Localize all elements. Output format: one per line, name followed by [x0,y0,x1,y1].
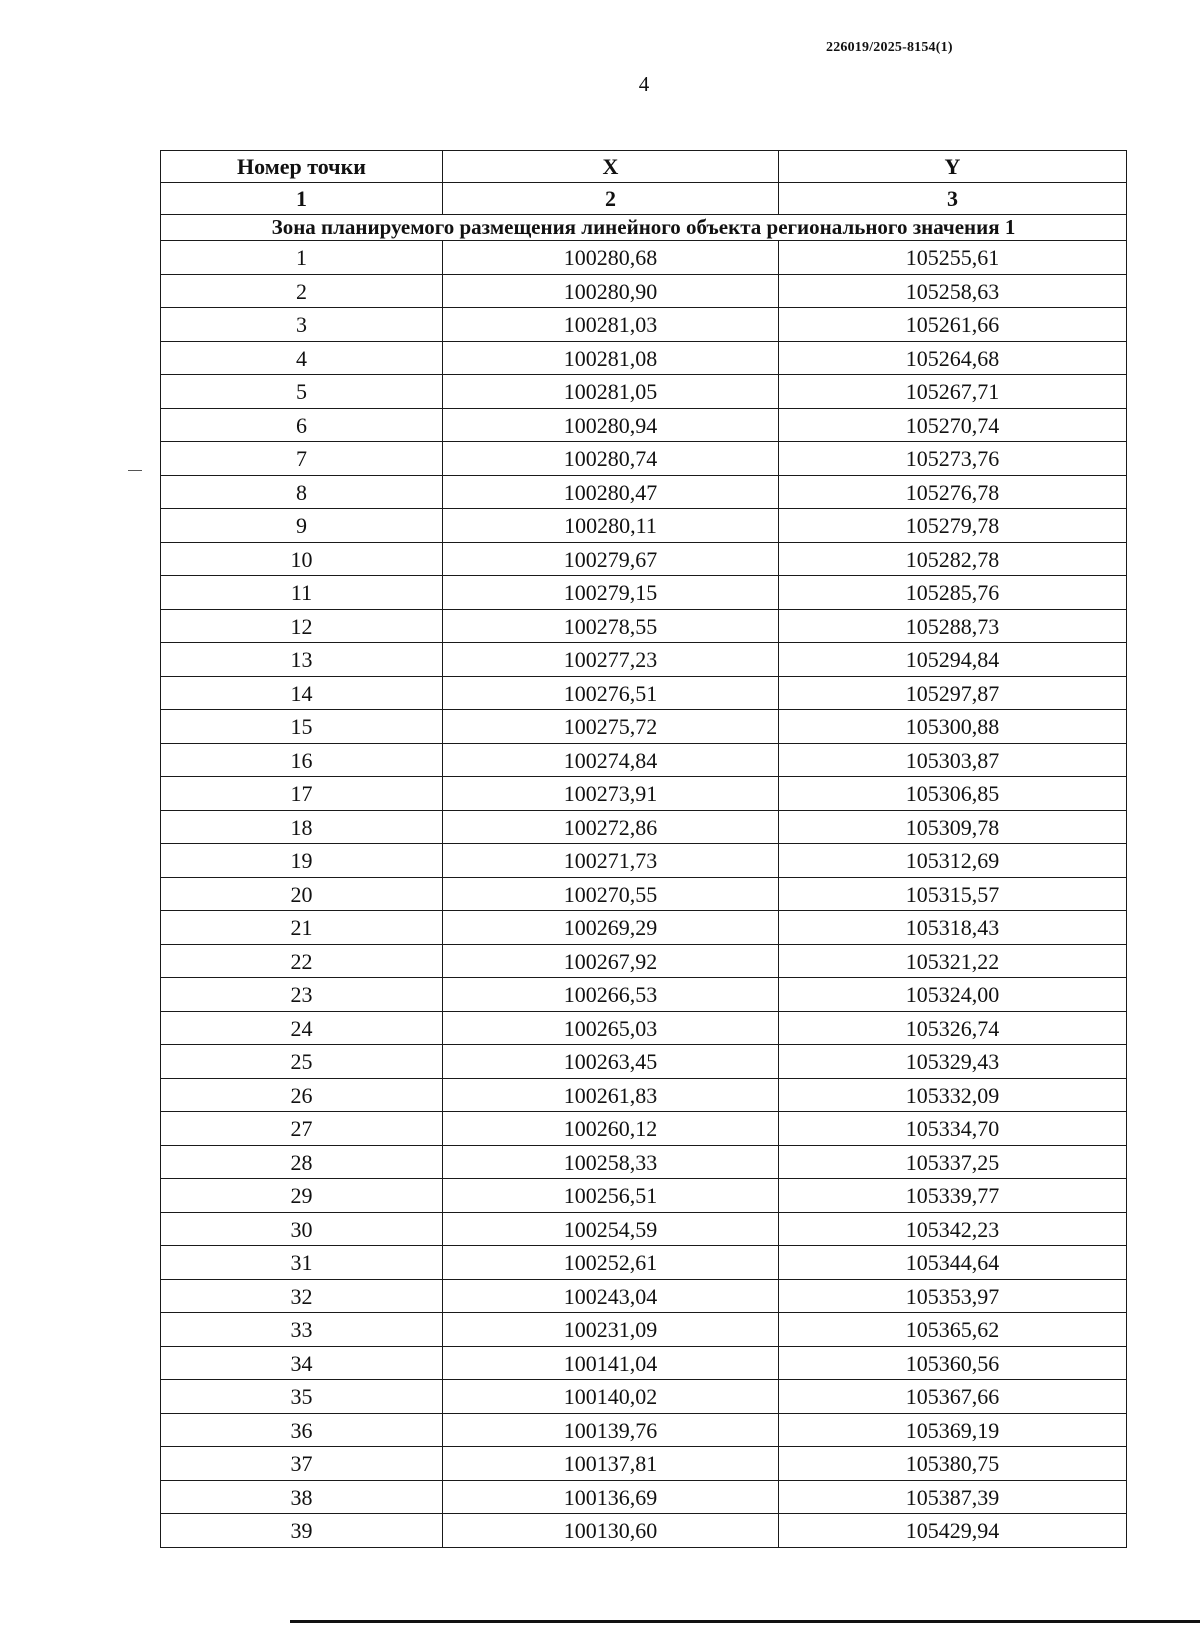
point-number-cell: 36 [161,1413,443,1447]
point-number-cell: 17 [161,777,443,811]
y-coordinate-cell: 105258,63 [779,274,1127,308]
table-row [161,710,1127,744]
point-number-cell: 21 [161,911,443,945]
point-number-cell: 4 [161,341,443,375]
x-coordinate-cell: 100280,68 [443,241,779,275]
table-row [161,609,1127,643]
x-coordinate-cell: 100136,69 [443,1480,779,1514]
table-row [161,877,1127,911]
point-number-cell: 18 [161,810,443,844]
point-number-cell: 29 [161,1179,443,1213]
x-coordinate-cell: 100252,61 [443,1246,779,1280]
point-number-cell: 37 [161,1447,443,1481]
header-y: Y [779,151,1127,183]
y-coordinate-cell: 105365,62 [779,1313,1127,1347]
table-row [161,241,1127,275]
y-coordinate-cell: 105324,00 [779,978,1127,1012]
zone-title-row [161,215,1127,241]
y-coordinate-cell: 105294,84 [779,643,1127,677]
x-coordinate-cell: 100254,59 [443,1212,779,1246]
scan-margin-mark [128,470,142,471]
table-row [161,810,1127,844]
point-number-cell: 24 [161,1011,443,1045]
table-row [161,341,1127,375]
table-row [161,844,1127,878]
point-number-cell: 20 [161,877,443,911]
point-number-cell: 2 [161,274,443,308]
x-coordinate-cell: 100263,45 [443,1045,779,1079]
point-number-cell: 22 [161,944,443,978]
y-coordinate-cell: 105369,19 [779,1413,1127,1447]
table-header [161,151,1127,215]
y-coordinate-cell: 105300,88 [779,710,1127,744]
point-number-cell: 13 [161,643,443,677]
y-coordinate-cell: 105344,64 [779,1246,1127,1280]
x-coordinate-cell: 100260,12 [443,1112,779,1146]
column-number-3: 3 [779,183,1127,215]
table-row [161,408,1127,442]
x-coordinate-cell: 100130,60 [443,1514,779,1548]
header-point-number: Номер точки [161,151,443,183]
table-row [161,475,1127,509]
y-coordinate-cell: 105282,78 [779,542,1127,576]
bottom-scan-line [290,1620,1200,1623]
table-row [161,1145,1127,1179]
x-coordinate-cell: 100272,86 [443,810,779,844]
zone-title: Зона планируемого размещения линейного объекта регионального значения 1 [161,215,1127,241]
table-row [161,1514,1127,1548]
coordinates-table [160,150,1127,1548]
column-number-2: 2 [443,183,779,215]
point-number-cell: 19 [161,844,443,878]
x-coordinate-cell: 100278,55 [443,609,779,643]
x-coordinate-cell: 100271,73 [443,844,779,878]
y-coordinate-cell: 105255,61 [779,241,1127,275]
x-coordinate-cell: 100280,94 [443,408,779,442]
point-number-cell: 14 [161,676,443,710]
point-number-cell: 7 [161,442,443,476]
point-number-cell: 10 [161,542,443,576]
x-coordinate-cell: 100269,29 [443,911,779,945]
x-coordinate-cell: 100281,03 [443,308,779,342]
document-reference-number: 226019/2025-8154(1) [826,40,953,55]
y-coordinate-cell: 105318,43 [779,911,1127,945]
point-number-cell: 27 [161,1112,443,1146]
y-coordinate-cell: 105270,74 [779,408,1127,442]
y-coordinate-cell: 105273,76 [779,442,1127,476]
point-number-cell: 38 [161,1480,443,1514]
x-coordinate-cell: 100276,51 [443,676,779,710]
y-coordinate-cell: 105332,09 [779,1078,1127,1112]
table-row [161,375,1127,409]
y-coordinate-cell: 105360,56 [779,1346,1127,1380]
x-coordinate-cell: 100270,55 [443,877,779,911]
y-coordinate-cell: 105387,39 [779,1480,1127,1514]
point-number-cell: 26 [161,1078,443,1112]
table-row [161,1447,1127,1481]
x-coordinate-cell: 100280,47 [443,475,779,509]
point-number-cell: 5 [161,375,443,409]
table-row [161,1279,1127,1313]
x-coordinate-cell: 100139,76 [443,1413,779,1447]
table-row [161,274,1127,308]
y-coordinate-cell: 105303,87 [779,743,1127,777]
x-coordinate-cell: 100265,03 [443,1011,779,1045]
header-x: X [443,151,779,183]
point-number-cell: 35 [161,1380,443,1414]
table-row [161,1045,1127,1079]
y-coordinate-cell: 105326,74 [779,1011,1127,1045]
table-body [161,215,1127,1548]
point-number-cell: 30 [161,1212,443,1246]
point-number-cell: 8 [161,475,443,509]
x-coordinate-cell: 100274,84 [443,743,779,777]
x-coordinate-cell: 100258,33 [443,1145,779,1179]
x-coordinate-cell: 100256,51 [443,1179,779,1213]
table-row [161,442,1127,476]
y-coordinate-cell: 105337,25 [779,1145,1127,1179]
y-coordinate-cell: 105334,70 [779,1112,1127,1146]
y-coordinate-cell: 105279,78 [779,509,1127,543]
table-row [161,1413,1127,1447]
point-number-cell: 31 [161,1246,443,1280]
x-coordinate-cell: 100275,72 [443,710,779,744]
x-coordinate-cell: 100280,90 [443,274,779,308]
column-number-1: 1 [161,183,443,215]
x-coordinate-cell: 100280,11 [443,509,779,543]
column-numbers-row [161,183,1127,215]
y-coordinate-cell: 105312,69 [779,844,1127,878]
y-coordinate-cell: 105309,78 [779,810,1127,844]
point-number-cell: 15 [161,710,443,744]
x-coordinate-cell: 100280,74 [443,442,779,476]
point-number-cell: 28 [161,1145,443,1179]
y-coordinate-cell: 105380,75 [779,1447,1127,1481]
table-row [161,308,1127,342]
point-number-cell: 1 [161,241,443,275]
table-row [161,1212,1127,1246]
x-coordinate-cell: 100266,53 [443,978,779,1012]
point-number-cell: 32 [161,1279,443,1313]
y-coordinate-cell: 105297,87 [779,676,1127,710]
table-row [161,1179,1127,1213]
point-number-cell: 16 [161,743,443,777]
table-row [161,743,1127,777]
point-number-cell: 9 [161,509,443,543]
point-number-cell: 25 [161,1045,443,1079]
x-coordinate-cell: 100281,08 [443,341,779,375]
point-number-cell: 23 [161,978,443,1012]
x-coordinate-cell: 100279,15 [443,576,779,610]
x-coordinate-cell: 100261,83 [443,1078,779,1112]
table-row [161,1112,1127,1146]
table-row [161,509,1127,543]
table-row [161,576,1127,610]
x-coordinate-cell: 100277,23 [443,643,779,677]
point-number-cell: 6 [161,408,443,442]
x-coordinate-cell: 100140,02 [443,1380,779,1414]
y-coordinate-cell: 105276,78 [779,475,1127,509]
point-number-cell: 12 [161,609,443,643]
y-coordinate-cell: 105315,57 [779,877,1127,911]
table-row [161,1380,1127,1414]
table-row [161,944,1127,978]
point-number-cell: 34 [161,1346,443,1380]
x-coordinate-cell: 100243,04 [443,1279,779,1313]
x-coordinate-cell: 100137,81 [443,1447,779,1481]
table-row [161,542,1127,576]
x-coordinate-cell: 100231,09 [443,1313,779,1347]
table-row [161,911,1127,945]
y-coordinate-cell: 105342,23 [779,1212,1127,1246]
x-coordinate-cell: 100279,67 [443,542,779,576]
y-coordinate-cell: 105353,97 [779,1279,1127,1313]
y-coordinate-cell: 105285,76 [779,576,1127,610]
x-coordinate-cell: 100273,91 [443,777,779,811]
page-number: 4 [638,72,650,96]
y-coordinate-cell: 105264,68 [779,341,1127,375]
y-coordinate-cell: 105321,22 [779,944,1127,978]
y-coordinate-cell: 105339,77 [779,1179,1127,1213]
point-number-cell: 3 [161,308,443,342]
point-number-cell: 33 [161,1313,443,1347]
header-row [161,151,1127,183]
y-coordinate-cell: 105306,85 [779,777,1127,811]
table-row [161,777,1127,811]
table-row [161,1078,1127,1112]
point-number-cell: 39 [161,1514,443,1548]
point-number-cell: 11 [161,576,443,610]
y-coordinate-cell: 105288,73 [779,609,1127,643]
y-coordinate-cell: 105267,71 [779,375,1127,409]
table-row [161,643,1127,677]
table-row [161,1313,1127,1347]
table-row [161,1480,1127,1514]
table-row [161,978,1127,1012]
table-row [161,1346,1127,1380]
table-row [161,1246,1127,1280]
x-coordinate-cell: 100281,05 [443,375,779,409]
x-coordinate-cell: 100141,04 [443,1346,779,1380]
y-coordinate-cell: 105367,66 [779,1380,1127,1414]
y-coordinate-cell: 105261,66 [779,308,1127,342]
table-row [161,1011,1127,1045]
y-coordinate-cell: 105329,43 [779,1045,1127,1079]
table-row [161,676,1127,710]
y-coordinate-cell: 105429,94 [779,1514,1127,1548]
x-coordinate-cell: 100267,92 [443,944,779,978]
